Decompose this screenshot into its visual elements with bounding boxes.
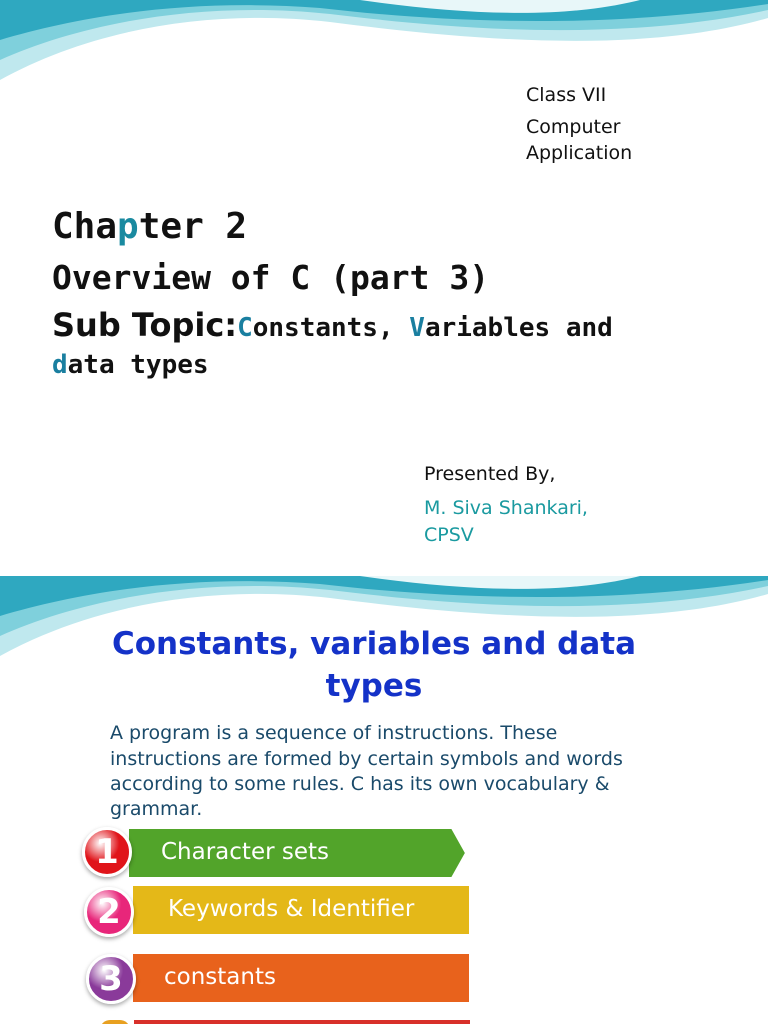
class-label: Class VII	[526, 84, 607, 106]
subtopic-line-1	[52, 306, 613, 344]
number-badge-3: 3	[86, 954, 136, 1004]
st2-run: ata types	[67, 350, 209, 380]
subject-label-line2: Application	[526, 142, 633, 164]
overview-heading: Overview of C (part 3)	[52, 258, 490, 297]
list-item-character-sets	[128, 828, 468, 876]
body-line: according to some rules. C has its own vocabulary &	[110, 773, 610, 795]
item-label: Keywords & Identifier	[168, 896, 415, 922]
list-item-keywords-identifier	[132, 885, 472, 933]
st1-run: ariables and	[424, 313, 613, 343]
chapter-heading: Chapter 2	[52, 206, 248, 247]
body-line: A program is a sequence of instructions. These	[110, 722, 558, 744]
subtopic-label: Sub Topic:	[52, 306, 238, 344]
st1-run: V	[409, 313, 425, 343]
number-badge-2: 2	[84, 887, 134, 937]
subtopic-text-1	[237, 313, 613, 343]
item-label: constants	[164, 964, 276, 990]
list-item-partial	[134, 1020, 470, 1024]
st1-run: onstants,	[252, 313, 410, 343]
body-line: instructions are formed by certain symbols and words	[110, 748, 623, 770]
decorative-wave-header	[0, 0, 768, 90]
subject-label-line1: Computer	[526, 116, 621, 138]
list-item-constants	[132, 953, 472, 1001]
number-badge-partial	[100, 1020, 130, 1024]
st2-run: d	[52, 350, 68, 380]
slide-title-line1: Constants, variables and data	[111, 626, 637, 662]
presenter-org: CPSV	[424, 524, 474, 546]
presenter-name: M. Siva Shankari,	[424, 497, 588, 519]
st1-run: C	[237, 313, 253, 343]
slide-title-line2: types	[325, 668, 423, 704]
content-slide	[0, 576, 768, 1024]
subtopic-text-2	[52, 350, 209, 380]
body-line: grammar.	[110, 798, 203, 820]
item-label: Character sets	[161, 839, 329, 865]
number-badge-1: 1	[82, 827, 132, 877]
presented-by-label: Presented By,	[424, 463, 556, 485]
